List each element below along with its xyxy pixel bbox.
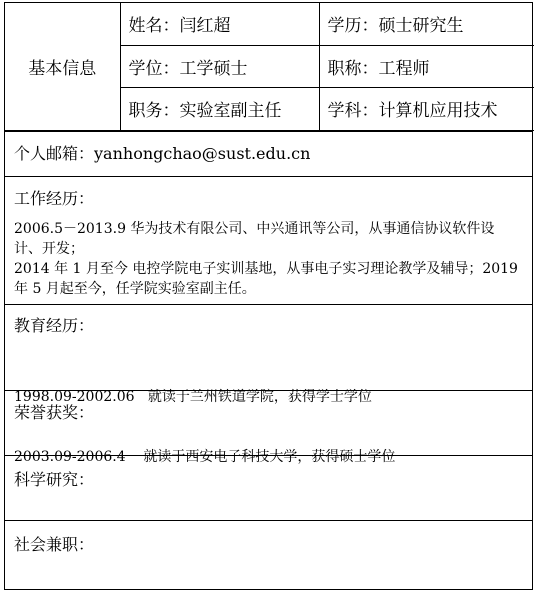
education-heading: 教育经历： bbox=[14, 315, 95, 335]
social-heading: 社会兼职： bbox=[14, 534, 95, 554]
profile-form bbox=[4, 2, 533, 590]
research-heading: 科学研究： bbox=[14, 469, 95, 489]
degree-field: 学位：工学硕士 bbox=[120, 45, 319, 87]
email-row bbox=[5, 131, 532, 176]
work-body bbox=[14, 219, 532, 299]
education-line: 1998.09-2002.06 就读于兰州铁道学院，获得学士学位 bbox=[14, 388, 372, 405]
basic-info-table bbox=[5, 3, 534, 131]
social-row bbox=[5, 520, 532, 586]
education-field: 学历：硕士研究生 bbox=[319, 3, 534, 45]
title-field: 职称：工程师 bbox=[319, 45, 534, 87]
basic-info-label: 基本信息 bbox=[5, 3, 120, 130]
position-field: 职务：实验室副主任 bbox=[120, 87, 319, 130]
education-line: 2003.09-2006.4 就读于西安电子科技大学，获得硕士学位 bbox=[14, 448, 396, 465]
honors-heading: 荣誉获奖： bbox=[14, 402, 95, 422]
name-field: 姓名：闫红超 bbox=[120, 3, 319, 45]
discipline-field: 学科：计算机应用技术 bbox=[319, 87, 534, 130]
work-line: 2014 年 1 月至今 电控学院电子实训基地，从事电子实习理论教学及辅导；2019 年 5 月起至今，任学院实验室副主任。 bbox=[14, 260, 518, 297]
work-experience-row bbox=[5, 176, 532, 304]
email-text: 个人邮箱：yanhongchao@sust.edu.cn bbox=[14, 143, 311, 163]
work-line: 2006.5－2013.9 华为技术有限公司、中兴通讯等公司，从事通信协议软件设计、开发； bbox=[14, 220, 495, 257]
work-heading: 工作经历： bbox=[14, 188, 95, 208]
